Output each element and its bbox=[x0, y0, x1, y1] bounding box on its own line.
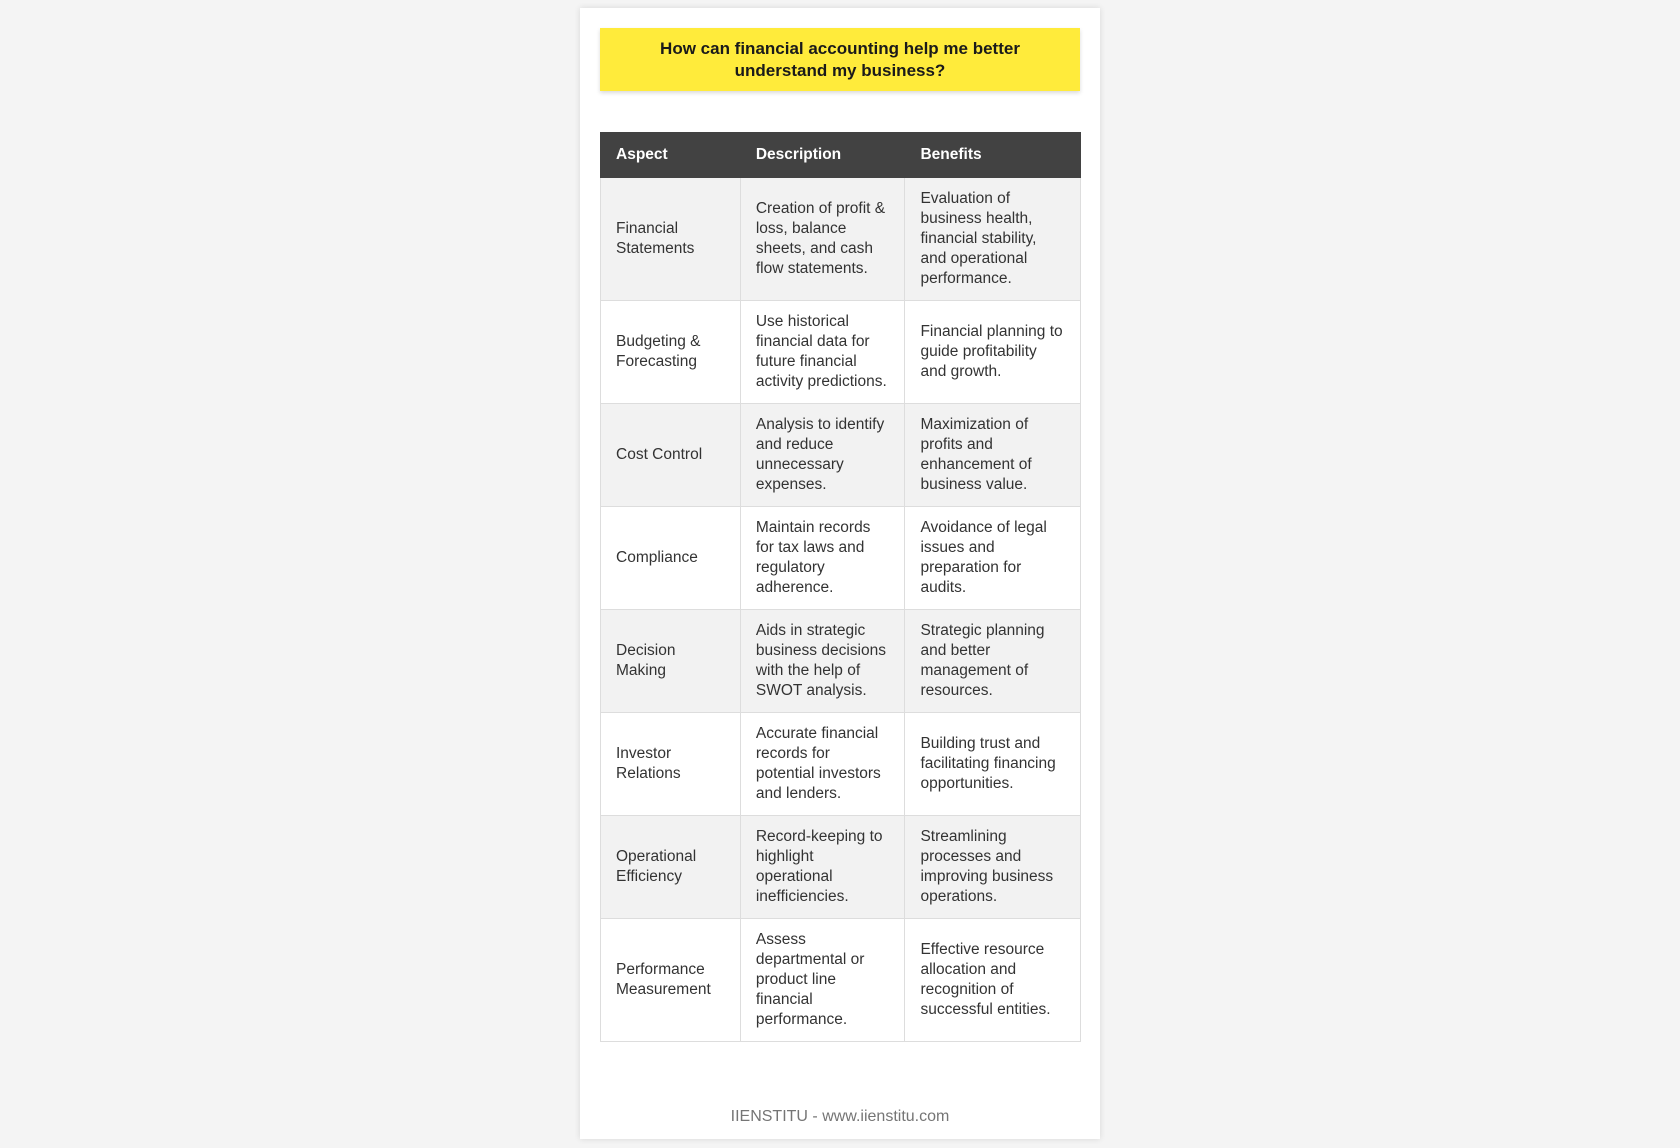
cell-benefits: Building trust and facilitating financing opportunities. bbox=[905, 713, 1081, 816]
page-title: How can financial accounting help me better understand my business? bbox=[660, 38, 1020, 80]
table-row bbox=[601, 610, 1081, 713]
header-aspect: Aspect bbox=[601, 133, 741, 178]
content-card bbox=[580, 8, 1100, 1139]
cell-aspect: Decision Making bbox=[601, 610, 741, 713]
cell-benefits: Evaluation of business health, financial stability, and operational performance. bbox=[905, 178, 1081, 301]
accounting-table bbox=[600, 132, 1081, 1042]
cell-description: Assess departmental or product line financial performance. bbox=[740, 919, 905, 1042]
header-row bbox=[601, 133, 1081, 178]
cell-aspect: Cost Control bbox=[601, 404, 741, 507]
table-body bbox=[601, 178, 1081, 1042]
cell-description: Creation of profit & loss, balance sheets, and cash flow statements. bbox=[740, 178, 905, 301]
cell-description: Use historical financial data for future financial activity predictions. bbox=[740, 301, 905, 404]
cell-description: Aids in strategic business decisions with the help of SWOT analysis. bbox=[740, 610, 905, 713]
cell-description: Accurate financial records for potential investors and lenders. bbox=[740, 713, 905, 816]
cell-benefits: Avoidance of legal issues and preparation for audits. bbox=[905, 507, 1081, 610]
table-row bbox=[601, 713, 1081, 816]
table-row bbox=[601, 919, 1081, 1042]
table-row bbox=[601, 301, 1081, 404]
cell-benefits: Streamlining processes and improving business operations. bbox=[905, 816, 1081, 919]
cell-description: Record-keeping to highlight operational inefficiencies. bbox=[740, 816, 905, 919]
cell-benefits: Financial planning to guide profitability and growth. bbox=[905, 301, 1081, 404]
cell-aspect: Operational Efficiency bbox=[601, 816, 741, 919]
cell-description: Analysis to identify and reduce unnecessary expenses. bbox=[740, 404, 905, 507]
footer-credit: IIENSTITU - www.iienstitu.com bbox=[730, 1108, 950, 1125]
cell-description: Maintain records for tax laws and regulatory adherence. bbox=[740, 507, 905, 610]
title-banner bbox=[600, 28, 1080, 91]
cell-benefits: Strategic planning and better management of resources. bbox=[905, 610, 1081, 713]
cell-benefits: Maximization of profits and enhancement of business value. bbox=[905, 404, 1081, 507]
table-row bbox=[601, 507, 1081, 610]
header-benefits: Benefits bbox=[905, 133, 1081, 178]
table-row bbox=[601, 404, 1081, 507]
cell-aspect: Budgeting & Forecasting bbox=[601, 301, 741, 404]
cell-aspect: Performance Measurement bbox=[601, 919, 741, 1042]
table-header bbox=[601, 133, 1081, 178]
cell-aspect: Compliance bbox=[601, 507, 741, 610]
cell-aspect: Investor Relations bbox=[601, 713, 741, 816]
header-description: Description bbox=[740, 133, 905, 178]
cell-aspect: Financial Statements bbox=[601, 178, 741, 301]
table-row bbox=[601, 178, 1081, 301]
table-row bbox=[601, 816, 1081, 919]
cell-benefits: Effective resource allocation and recognition of successful entities. bbox=[905, 919, 1081, 1042]
